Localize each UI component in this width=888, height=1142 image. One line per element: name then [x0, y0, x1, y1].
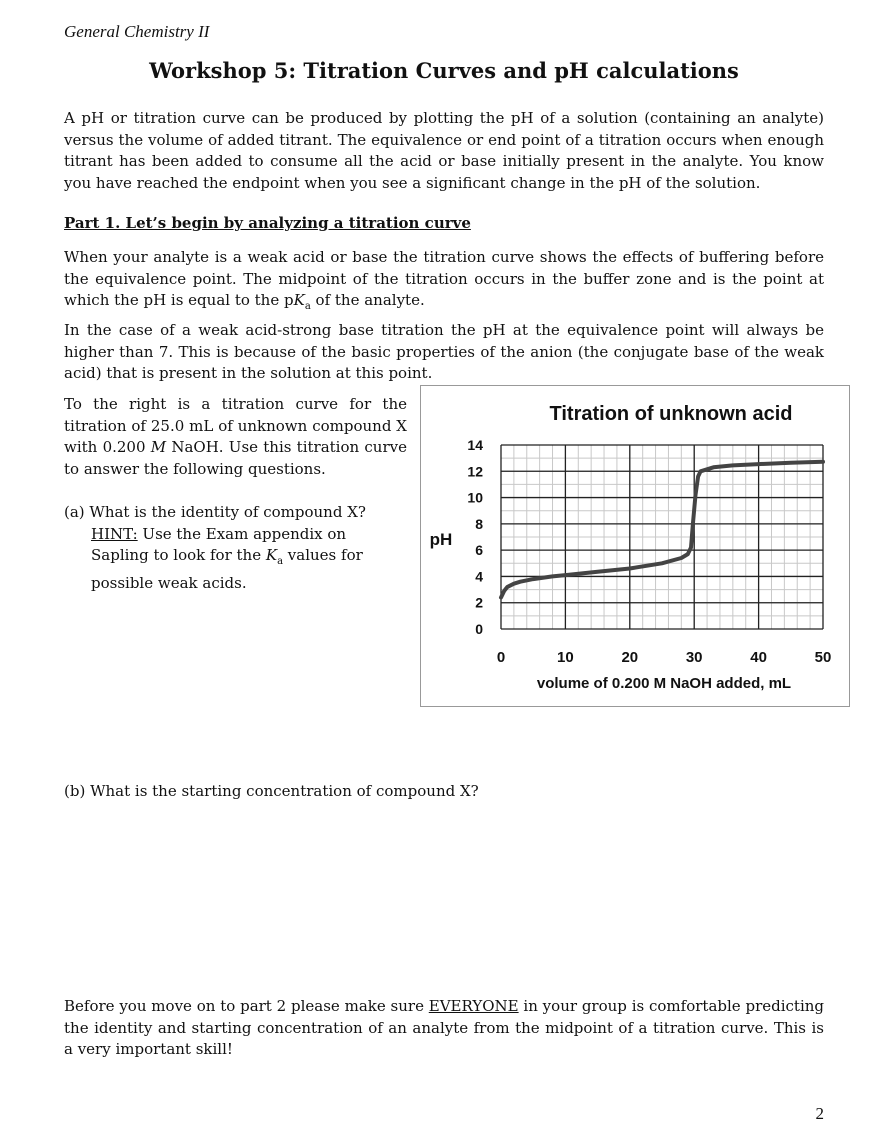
question-a-text: (a) What is the identity of compound X?	[64, 503, 366, 521]
titration-chart	[420, 385, 850, 707]
hint-label: HINT:	[91, 524, 138, 543]
part1-paragraph-3	[64, 394, 407, 480]
y-tick-label: 2	[475, 594, 483, 611]
intro-paragraph: A pH or titration curve can be produced by plotting the pH of a solution (containing an analyte) versus the volume of added titrant. The equivalence or end point of a titration occurs when enough titrant has been added to consume all the acid or base initially present in the analyte. You know you have reached the endpoint when you see a significant change in the pH of the solution.	[64, 109, 824, 192]
y-tick-label: 14	[467, 437, 483, 453]
y-axis-label: pH	[429, 530, 453, 549]
p3-text-a: To the right is a titration curve for the titration of 25.0 mL of unknown compound X with 0.200	[64, 395, 407, 456]
p1-text-b: of the analyte.	[310, 291, 425, 309]
molar-m: M	[150, 438, 167, 456]
hint-k-subscript: a	[277, 556, 284, 567]
closing-emphasis: EVERYONE	[428, 997, 519, 1015]
question-a-hint	[64, 524, 394, 595]
x-tick-label: 30	[685, 649, 703, 666]
page-title: Workshop 5: Titration Curves and pH calculations	[149, 58, 739, 83]
x-tick-label: 20	[621, 649, 639, 666]
y-tick-label: 10	[467, 489, 483, 506]
y-tick-label: 8	[475, 515, 483, 532]
chart-svg	[421, 386, 849, 706]
minor-gridlines	[501, 445, 823, 629]
hint-text-b: values for possible weak acids.	[91, 546, 363, 592]
y-tick-labels	[467, 437, 483, 637]
part1-paragraph-1	[64, 247, 824, 318]
hint-k: K	[265, 546, 278, 564]
x-tick-label: 40	[750, 649, 767, 666]
part1-heading: Part 1. Let’s begin by analyzing a titration curve	[64, 214, 471, 232]
closing-paragraph	[64, 996, 824, 1061]
y-tick-label: 6	[475, 542, 483, 559]
x-tick-label: 0	[496, 649, 506, 666]
closing-text-a: Before you move on to part 2 please make sure	[64, 997, 429, 1015]
question-a	[64, 502, 394, 594]
x-tick-labels	[497, 649, 832, 666]
chart-title: Titration of unknown acid	[549, 403, 793, 425]
y-tick-label: 4	[475, 568, 483, 585]
hint-text-a: Use the Exam appendix on Sapling to look for the	[91, 524, 347, 564]
p1-text-a: When your analyte is a weak acid or base the titration curve shows the effects of buffering before the equivalence point. The midpoint of the titration occurs in the buffer zone and is the point at which the pH is equal to the p	[64, 248, 824, 309]
y-tick-label: 0	[475, 621, 483, 637]
part1-paragraph-2: In the case of a weak acid-strong base titration the pH at the equivalence point will always be higher than 7. This is because of the basic properties of the anion (the conjugate base of the weak acid) that is present in the solution at this point.	[64, 321, 824, 382]
ka-k: K	[293, 291, 305, 309]
ka-subscript: a	[304, 301, 311, 312]
x-tick-label: 10	[557, 649, 574, 666]
series-group	[501, 462, 823, 598]
closing-text-b: in your group is comfortable predicting the identity and starting concentration of an analyte from the midpoint of a titration curve. This is a very important skill!	[64, 997, 825, 1058]
page-number: 2	[815, 1104, 824, 1123]
question-b: (b) What is the starting concentration of compound X?	[64, 782, 479, 800]
series-line-pH	[501, 462, 823, 598]
p3-text-b: NaOH. Use this titration curve to answer the following questions.	[64, 438, 407, 478]
y-tick-label: 12	[467, 463, 483, 480]
course-header: General Chemistry II	[64, 22, 210, 41]
x-tick-label: 50	[814, 649, 832, 666]
x-axis-label: volume of 0.200 M NaOH added, mL	[536, 675, 792, 692]
